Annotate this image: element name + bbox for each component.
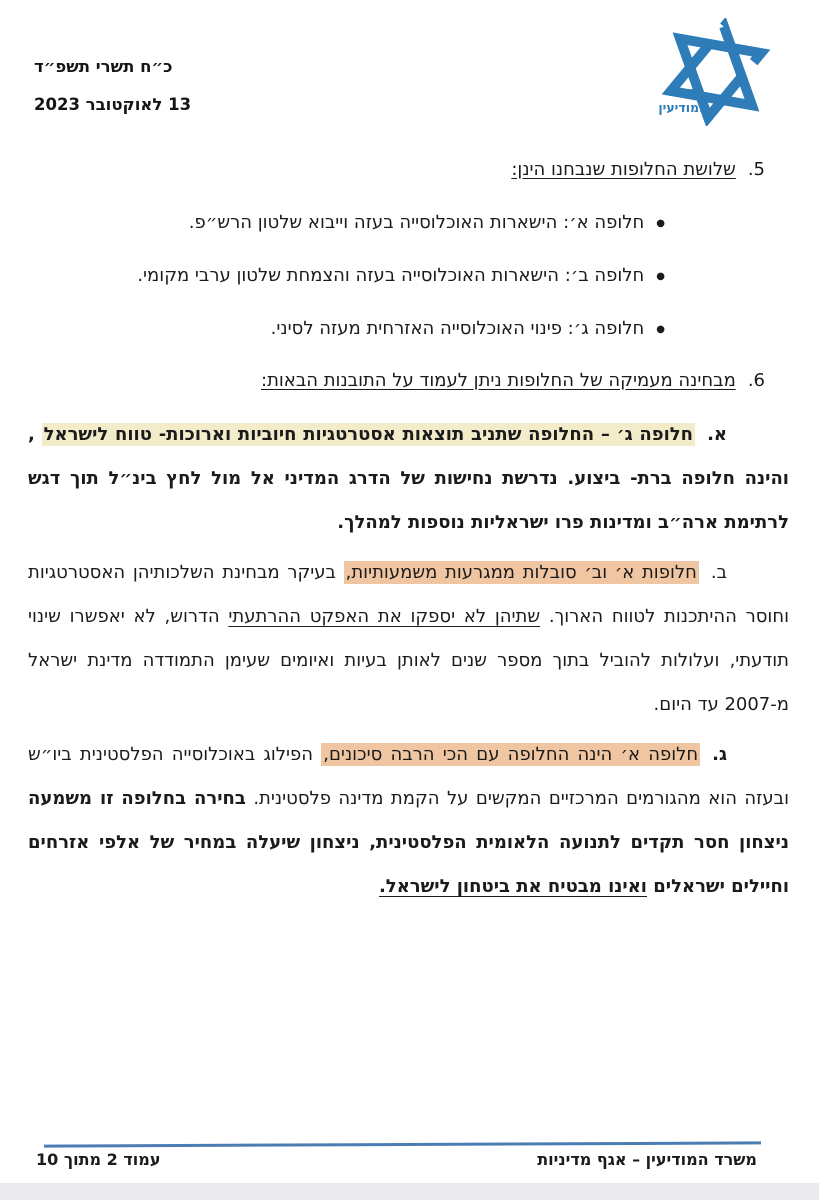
paragraph-g-text: הפילוג באוכלוסייה הפלסטינית ביו״ש ובעזה הוא מהגורמים המרכזיים המקשים על הקמת מדינה פלסטינית. <box>28 744 789 809</box>
paragraph-a-highlighted-text: חלופה ג׳ – החלופה שתניב תוצאות אסטרטגיות חיוביות וארוכות- טווח לישראל <box>43 424 694 445</box>
date-block <box>34 48 191 124</box>
list-item <box>28 208 789 239</box>
paragraph-b-marker: ב. <box>710 562 727 583</box>
alternative-b-text: חלופה ב׳: הישארות האוכלוסייה בעזה והצמחת שלטון ערבי מקומי. <box>137 265 645 286</box>
ministry-logo-text <box>646 84 720 117</box>
paragraph-b-text: בעיקר מבחינת השלכותיהן האסטרטגיות וחוסר ההיתכנות לטווח הארוך. <box>28 562 789 627</box>
paragraph-g-bold-text: בחירה בחלופה זו משמעה ניצחון חסר תקדים לתנועה הלאומית הפלסטינית, ניצחון שיעלה במחיר של אלפי אזרחים וחיילים ישראלים <box>28 788 789 897</box>
paragraph-a-marker: א. <box>707 424 728 445</box>
bullet-icon: ● <box>656 218 665 229</box>
hebrew-date: כ״ח תשרי תשפ״ד <box>34 57 173 76</box>
bullet-icon: ● <box>656 271 665 282</box>
paragraph-b <box>28 551 789 727</box>
gregorian-date: 13 לאוקטובר 2023 <box>34 95 192 114</box>
bullet-icon: ● <box>656 324 665 335</box>
section-5-heading: שלושת החלופות שנבחנו הינן: <box>511 159 736 180</box>
section-5-heading-row <box>28 156 789 184</box>
section-6-number: 6. <box>747 370 765 391</box>
list-item <box>28 314 789 345</box>
ministry-logo <box>626 18 791 130</box>
paragraph-b-highlighted-text: חלופות א׳ וב׳ סובלות ממגרעות משמעותיות, <box>345 562 697 583</box>
paragraph-a <box>28 413 789 545</box>
section-6-heading: מבחינה מעמיקה של החלופות ניתן לעמוד על התובנות הבאות: <box>261 370 736 391</box>
paragraph-g-highlighted-text: חלופה א׳ הינה החלופה עם הכי הרבה סיכונים, <box>323 744 699 765</box>
paragraph-g-bold-underlined-text: ואינו מבטיח את ביטחון לישראל. <box>378 876 647 897</box>
section-5-number: 5. <box>747 159 765 180</box>
alternative-a-text: חלופה א׳: הישארות האוכלוסייה בעזה וייבוא שלטון הרש״פ. <box>188 212 645 233</box>
scan-edge-strip <box>0 1183 819 1200</box>
paragraph-b-text-rest: הדרוש, לא יאפשרו שינוי תודעתי, ועלולות להוביל בתוך מספר שנים לאותן בעיות ואיומים שעימן התמודדה מדינת ישראל מ-2007 עד היום. <box>28 606 789 715</box>
paragraph-g-marker: ג. <box>712 744 727 765</box>
footer-page-number: עמוד 2 מתוך 10 <box>36 1150 161 1169</box>
logo-line2: המודיעין <box>658 100 708 116</box>
paragraph-a-text: , והינה חלופה ברת- ביצוע. נדרשת נחישות של הדרג המדיני אל מול לחץ בינ״ל תוך דגש לרתימת ארה״ב ומדינות פרו ישראליות נוספות למהלך. <box>28 424 789 533</box>
section-6-heading-row <box>28 367 789 395</box>
footer-divider-line <box>44 1141 761 1147</box>
logo-line1: משרד <box>666 84 700 99</box>
list-item <box>28 261 789 292</box>
footer-organization: משרד המודיעין – אגף מדיניות <box>537 1150 757 1169</box>
alternative-c-text: חלופה ג׳: פינוי האוכלוסייה האזרחית מעזה לסיני. <box>270 318 645 339</box>
paragraph-b-underlined-text: שתיהן לא יספקו את האפקט ההרתעתי <box>228 606 541 627</box>
document-body <box>28 156 789 915</box>
paragraph-g <box>28 733 789 909</box>
